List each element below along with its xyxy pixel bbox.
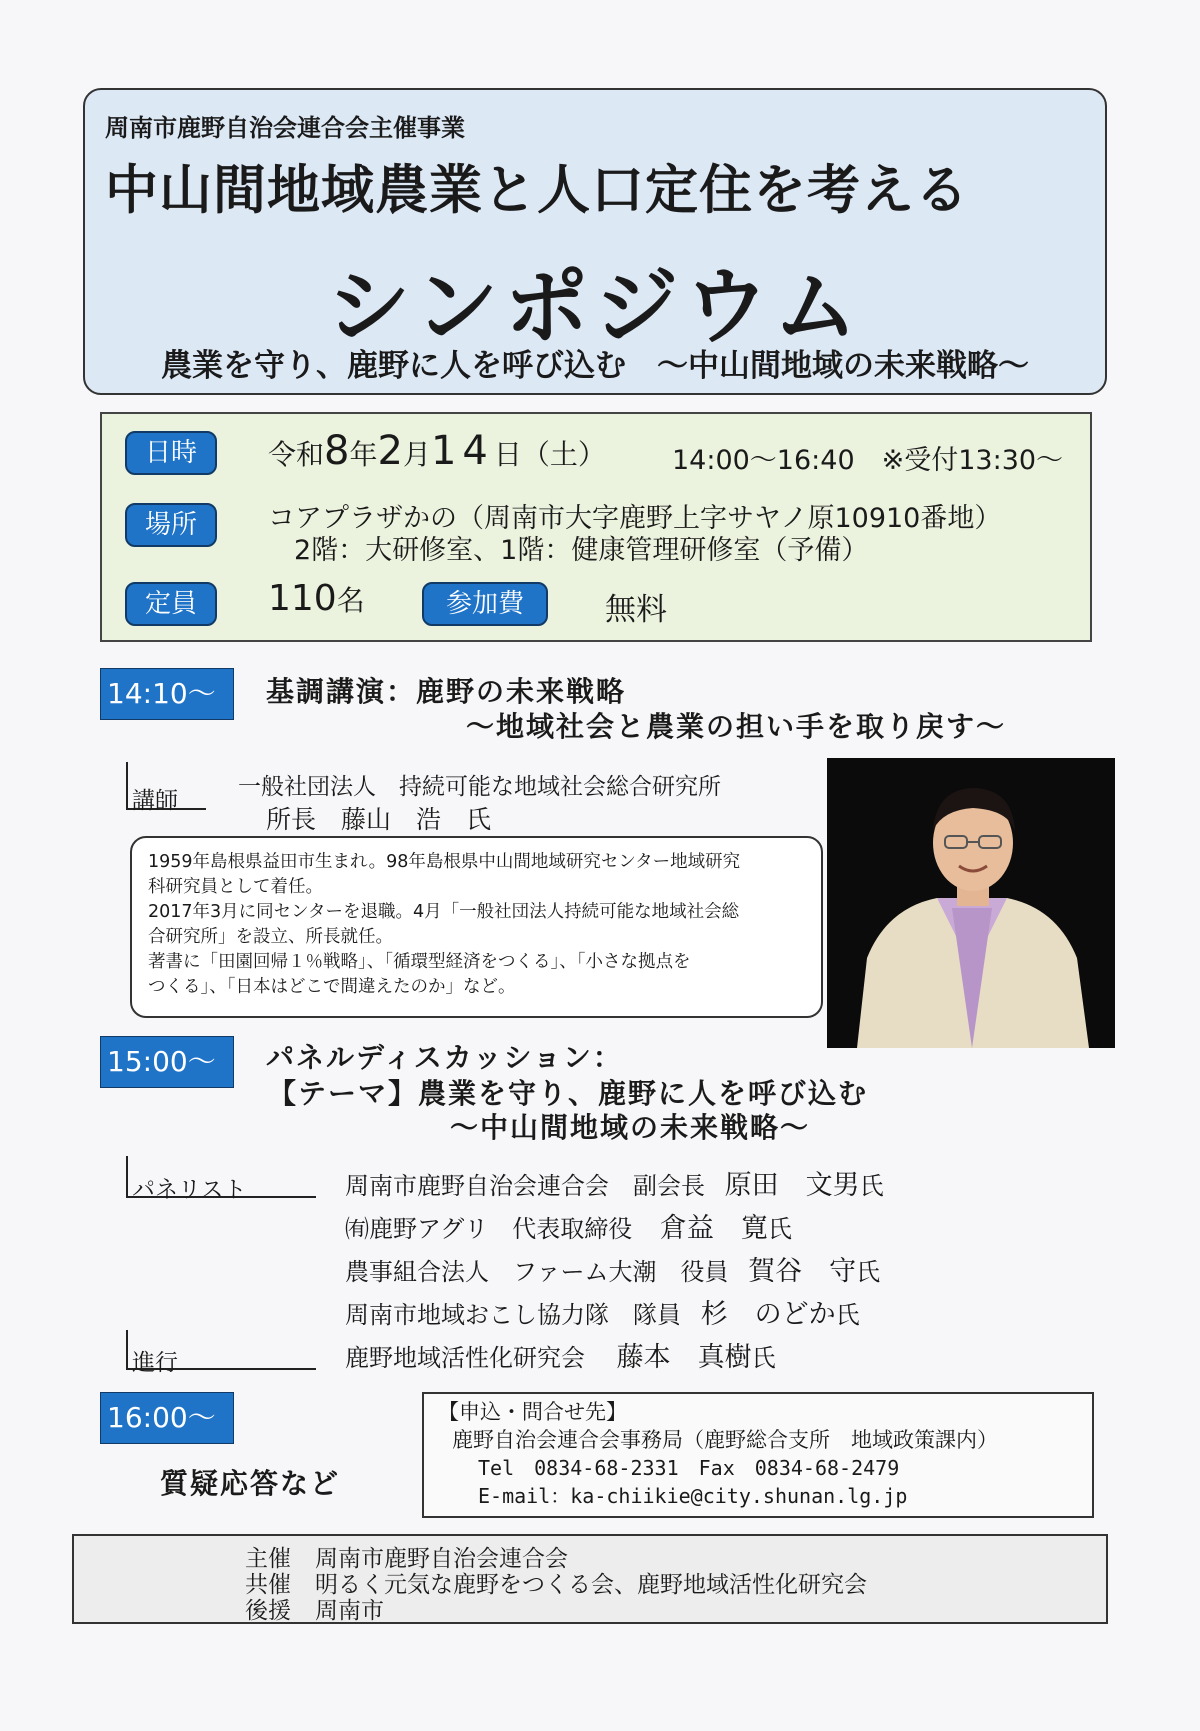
venue-line1: コアプラザかの（周南市大字鹿野上字サヤノ原10910番地） — [268, 503, 1002, 534]
moderator-org: 鹿野地域活性化研究会 — [345, 1344, 585, 1372]
panelist-suffix: 氏 — [767, 1215, 792, 1243]
cohost-label: 共催 — [245, 1572, 291, 1598]
fee-badge: 参加費 — [422, 582, 548, 626]
date-text — [268, 428, 606, 474]
qa-title: 質疑応答など — [160, 1467, 341, 1500]
organizer-line: 周南市鹿野自治会連合会主催事業 — [105, 114, 465, 142]
footer-support — [245, 1592, 384, 1625]
date-month-unit: 月 — [402, 438, 431, 471]
main-title: 中山間地域農業と人口定住を考える — [105, 160, 969, 221]
tagline: 農業を守り、鹿野に人を呼び込む ～中山間地域の未来戦略～ — [161, 348, 1029, 384]
panelist-suffix: 氏 — [859, 1172, 884, 1200]
bio-line: 1959年島根県益田市生まれ。98年島根県中山間地域研究センター地域研究 — [148, 852, 741, 872]
panel-title: パネルディスカッション： — [266, 1041, 623, 1074]
date-weekday: （土） — [521, 438, 606, 471]
date-year-unit: 年 — [349, 438, 378, 471]
bio-line: 著書に「田園回帰１％戦略」、「循環型経済をつくる」、「小さな拠点を — [148, 952, 691, 972]
time-text: 14:00～16:40 ※受付13:30～ — [672, 445, 1064, 476]
panelist-name: 賀谷 守 — [748, 1256, 857, 1287]
date-badge: 日時 — [125, 431, 217, 475]
venue-badge: 場所 — [125, 503, 217, 547]
capacity-unit: 名 — [336, 584, 365, 617]
date-year: 8 — [324, 428, 350, 474]
moderator-row — [345, 1335, 776, 1374]
fee-value: 無料 — [605, 592, 667, 628]
host-value: 周南市鹿野自治会連合会 — [315, 1546, 568, 1572]
panelist-row — [345, 1163, 884, 1202]
date-prefix: 令和 — [268, 438, 325, 471]
sub-title: シンポジウム — [326, 258, 864, 356]
lecturer-bio — [130, 836, 823, 1018]
panelist-name: 倉益 寛 — [659, 1213, 768, 1244]
venue-line2: 2階：大研修室、1階：健康管理研修室（予備） — [294, 535, 869, 566]
keynote-subtitle: ～地域社会と農業の担い手を取り戻す～ — [466, 710, 1007, 743]
support-label: 後援 — [245, 1598, 291, 1624]
panelist-suffix: 氏 — [856, 1258, 881, 1286]
moderator-label: 進行 — [126, 1330, 316, 1370]
panel-theme-sub: ～中山間地域の未来戦略～ — [450, 1111, 811, 1144]
panelist-org: 周南市地域おこし協力隊 隊員 — [345, 1301, 681, 1329]
support-value: 周南市 — [315, 1598, 384, 1624]
contact-heading: 【申込・問合せ先】 — [438, 1400, 627, 1424]
panelist-org: ㈲鹿野アグリ 代表取締役 — [345, 1215, 633, 1243]
bio-line: 科研究員として着任。 — [148, 877, 323, 897]
panelist-org: 周南市鹿野自治会連合会 副会長 — [345, 1172, 705, 1200]
keynote-title: 基調講演：鹿野の未来戦略 — [266, 675, 627, 708]
lecturer-photo — [827, 758, 1115, 1048]
panelist-row — [345, 1206, 792, 1245]
panelist-row — [345, 1292, 860, 1331]
bio-line: 合研究所」を設立、所長就任。 — [148, 927, 393, 947]
panelist-row — [345, 1249, 880, 1288]
panel-time-tag: 15:00～ — [100, 1036, 234, 1088]
host-label: 主催 — [245, 1546, 291, 1572]
contact-box — [422, 1392, 1094, 1518]
cohost-value: 明るく元気な鹿野をつくる会、鹿野地域活性化研究会 — [315, 1572, 867, 1598]
keynote-time-tag: 14:10～ — [100, 668, 234, 720]
panelists-label: パネリスト — [126, 1156, 316, 1198]
lecturer-label: 講師 — [126, 762, 206, 810]
panelist-org: 農事組合法人 ファーム大潮 役員 — [345, 1258, 729, 1286]
panelist-name: 杉 のどか — [700, 1299, 836, 1330]
lecturer-name: 所長 藤山 浩 氏 — [266, 805, 492, 834]
contact-email: E-mail：ka-chiikie@city.shunan.lg.jp — [478, 1484, 908, 1508]
date-day-unit: 日 — [493, 438, 522, 471]
panel-theme: 【テーマ】農業を守り、鹿野に人を呼び込む — [268, 1077, 869, 1110]
panelist-suffix: 氏 — [835, 1301, 860, 1329]
capacity-value: 110 — [268, 578, 337, 619]
qa-time-tag: 16:00～ — [100, 1392, 234, 1444]
moderator-name: 藤本 真樹 — [616, 1342, 752, 1373]
bio-line: つくる」、「日本はどこで間違えたのか」など。 — [148, 977, 516, 997]
contact-phone: Tel 0834-68-2331 Fax 0834-68-2479 — [478, 1456, 900, 1480]
moderator-suffix: 氏 — [751, 1344, 776, 1372]
lecturer-org: 一般社団法人 持続可能な地域社会総合研究所 — [238, 774, 721, 800]
capacity-text — [268, 578, 365, 619]
panelist-name: 原田 文男 — [724, 1170, 860, 1201]
contact-office: 鹿野自治会連合会事務局（鹿野総合支所 地域政策課内） — [452, 1428, 998, 1452]
capacity-badge: 定員 — [125, 582, 217, 626]
bio-line: 2017年3月に同センターを退職。4月「一般社団法人持続可能な地域社会総 — [148, 902, 740, 922]
date-day: 14 — [430, 428, 494, 474]
lecturer-portrait-illustration — [827, 758, 1115, 1048]
date-month: 2 — [377, 428, 403, 474]
